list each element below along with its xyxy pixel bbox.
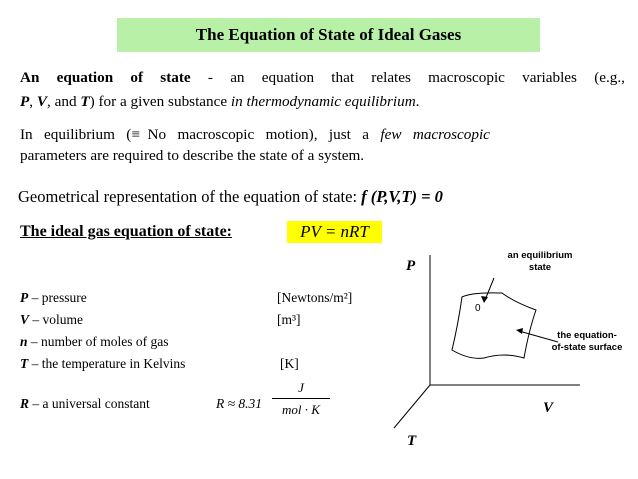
var-desc: – volume [29, 312, 84, 327]
var-desc: – pressure [28, 290, 87, 305]
equiv-symbol: ≡ [131, 126, 140, 143]
equilibrium-point-mark: 0 [475, 303, 481, 314]
ideal-gas-equation [287, 221, 382, 243]
variable-row-r [20, 396, 150, 412]
var-symbol: P [20, 290, 29, 305]
var-symbol: V [20, 312, 30, 327]
equilibrium-label-line-1: an equilibrium [507, 250, 573, 261]
and-text: , and [47, 93, 81, 110]
geometric-text: Geometrical representation of the equation of state: [18, 187, 362, 206]
ideal-gas-label: The ideal gas equation of state: [20, 223, 232, 240]
surface-label-line-1: the equation- [557, 330, 617, 341]
var-v: V [36, 93, 48, 110]
geometric-formula: f (P,V,T) = 0 [361, 187, 443, 206]
constant-denominator: mol · K [282, 402, 320, 417]
equilibrium-line-2 [20, 145, 625, 166]
unit-pressure: [Newtons/m²] [277, 290, 353, 305]
var-symbol: R [20, 396, 30, 411]
equilibrium-text-b: No macroscopic motion), just a [139, 126, 381, 143]
axis-label-v: V [543, 400, 554, 416]
geometric-line [18, 187, 443, 207]
definition-line-1 [20, 67, 625, 88]
equation-of-state-surface [452, 293, 536, 359]
definition-text-1: - an equation that relates macroscopic variables (e.g., [190, 69, 625, 86]
pvt-diagram [380, 250, 638, 460]
surface-label-line-2: of-state surface [551, 342, 623, 353]
equilibrium-text-2: parameters are required to describe the state of a system. [20, 147, 365, 164]
fraction-bar [272, 398, 330, 399]
variable-row-n [20, 334, 169, 350]
equilibrium-text-a: In equilibrium ( [20, 126, 132, 143]
t-axis-line [394, 385, 430, 428]
equilibrium-italic: few macroscopic [380, 126, 490, 143]
unit-temperature: [K] [280, 356, 299, 371]
unit-volume: [m³] [277, 312, 301, 327]
variable-row-v [20, 312, 83, 328]
title-banner [117, 18, 540, 52]
definition-term: An equation of state [20, 69, 191, 86]
var-symbol: n [20, 334, 28, 349]
definition-line-2 [20, 91, 625, 112]
page-title: The Equation of State of Ideal Gases [195, 25, 462, 44]
variable-row-t [20, 356, 185, 372]
comma: , [29, 93, 37, 110]
var-t: T [80, 93, 90, 110]
variable-row-p [20, 290, 87, 306]
constant-numerator: J [298, 380, 304, 395]
equilibrium-line-1 [20, 124, 625, 145]
period: . [415, 93, 420, 110]
var-symbol: T [20, 356, 29, 371]
var-p: P [20, 93, 30, 110]
constant-lhs: R ≈ 8.31 [216, 396, 263, 411]
definition-italic: in thermodynamic equilibrium [230, 93, 416, 110]
axis-label-p: P [406, 258, 416, 274]
surface-label [539, 330, 635, 354]
equilibrium-state-label [490, 250, 590, 274]
ideal-gas-equation-text: PV = nRT [300, 222, 369, 241]
var-desc: – the temperature in Kelvins [28, 356, 186, 371]
axis-label-t: T [407, 433, 417, 449]
var-desc: – a universal constant [29, 396, 150, 411]
equilibrium-label-line-2: state [528, 262, 552, 273]
var-desc: – number of moles of gas [27, 334, 169, 349]
definition-text-2: ) for a given substance [89, 93, 231, 110]
